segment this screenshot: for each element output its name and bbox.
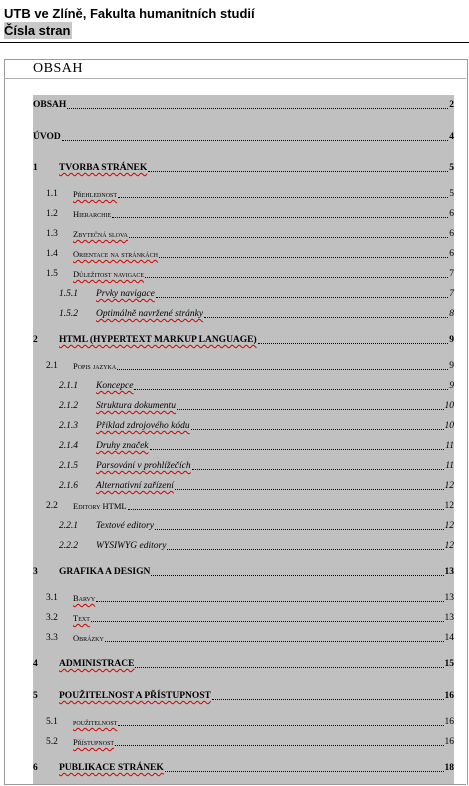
toc-entry-page: 7: [449, 289, 454, 299]
toc-entry-page: 5: [449, 189, 454, 199]
toc-leader-dots: [151, 575, 443, 576]
toc-entry-number: 2.1.2: [59, 401, 78, 411]
toc-entry-number: 1.2: [46, 209, 58, 219]
toc-leader-dots: [105, 641, 444, 642]
header-separator: [0, 42, 469, 43]
toc-entry-page: 11: [445, 441, 454, 451]
toc-entry-title: Hierarchie: [73, 209, 112, 219]
toc-entry-number: 2.2: [46, 501, 58, 511]
toc-entry[interactable]: [33, 330, 454, 346]
toc-leader-dots: [258, 343, 449, 344]
toc-leader-dots: [156, 297, 448, 298]
toc-entry-number: 2.1.4: [59, 441, 78, 451]
toc-entry[interactable]: [33, 608, 454, 624]
toc-entry-number: 1.1: [46, 189, 58, 199]
toc-entry-title: ADMINISTRACE: [59, 659, 135, 669]
toc-entry-page: 7: [449, 269, 454, 279]
toc-entry-number: 6: [33, 763, 38, 773]
toc-entry-title: použitelnost: [73, 717, 118, 727]
toc-leader-dots: [145, 277, 448, 278]
toc-leader-dots: [150, 449, 445, 450]
toc-entry[interactable]: [33, 184, 454, 200]
toc-entry-number: 2.1.5: [59, 461, 78, 471]
toc-leader-dots: [204, 317, 448, 318]
toc-entry-page: 8: [449, 309, 454, 319]
toc-entry-page: 12: [444, 481, 454, 491]
toc-entry-page: 16: [444, 737, 454, 747]
toc-leader-dots: [159, 257, 448, 258]
toc-entry-title: TVORBA STRÁNEK: [59, 163, 148, 173]
toc-leader-dots: [177, 409, 444, 410]
toc-leader-dots: [192, 469, 445, 470]
toc-entry-number: 1.5.2: [59, 309, 78, 319]
toc-entry-title: PUBLIKACE STRÁNEK: [59, 763, 164, 773]
toc-entry-page: 12: [444, 541, 454, 551]
toc-entry-number: 4: [33, 659, 38, 669]
toc-leader-dots: [191, 429, 444, 430]
toc-entry-title: Alternativní zařízení: [96, 481, 174, 491]
toc-entry[interactable]: [33, 476, 454, 492]
toc-entry-number: 3.3: [46, 633, 58, 643]
toc-entry[interactable]: [33, 244, 454, 260]
toc-entry-page: 18: [444, 763, 454, 773]
toc-entry-number: 2.1: [46, 361, 58, 371]
toc-entry-page: 2: [449, 100, 454, 110]
toc-entry[interactable]: [33, 376, 454, 392]
toc-entry-number: 2.2.2: [59, 541, 78, 551]
toc-leader-dots: [118, 197, 448, 198]
toc-entry-title: Obrázky: [73, 633, 104, 643]
toc-entry[interactable]: [33, 516, 454, 532]
toc-entry-page: 6: [449, 249, 454, 259]
toc-entry-title: Struktura dokumentu: [96, 401, 176, 411]
toc-entry[interactable]: [33, 456, 454, 472]
toc-entry[interactable]: [33, 416, 454, 432]
toc-leader-dots: [165, 771, 444, 772]
toc-entry-number: 3.2: [46, 613, 58, 623]
toc-entry-page: 13: [444, 567, 454, 577]
toc-entry-number: 2: [33, 335, 38, 345]
toc-entry-page: 16: [444, 691, 454, 701]
document-header: [4, 5, 465, 40]
toc-entry[interactable]: [33, 588, 454, 604]
toc-entry-title: Přehlednost: [73, 189, 118, 199]
toc-entry-number: 2.1.1: [59, 381, 78, 391]
toc-entry-page: 16: [444, 717, 454, 727]
toc-entry[interactable]: [33, 396, 454, 412]
toc-entry-title: Prvky navigace: [96, 289, 155, 299]
header-selected-text[interactable]: Čísla stran: [4, 23, 71, 38]
toc-entry-page: 5: [449, 163, 454, 173]
toc-leader-dots: [115, 745, 443, 746]
toc-entry[interactable]: [33, 204, 454, 220]
toc-entry-title: Koncepce: [96, 381, 134, 391]
toc-leader-dots: [155, 529, 444, 530]
toc-entry-title: Přístupnost: [73, 737, 115, 747]
toc-entry-title: Editory HTML: [73, 501, 127, 511]
toc-leader-dots: [91, 621, 444, 622]
toc-entry-page: 6: [449, 229, 454, 239]
toc-entry[interactable]: [33, 732, 454, 748]
toc-entry-title: POUŽITELNOST A PŘÍSTUPNOST: [59, 691, 211, 701]
toc-entry-page: 13: [444, 593, 454, 603]
toc-entry-number: 5: [33, 691, 38, 701]
toc-entry-page: 13: [444, 613, 454, 623]
toc-entry[interactable]: [33, 628, 454, 644]
toc-entry[interactable]: [33, 304, 454, 320]
toc-entry-title: Textové editory: [96, 521, 154, 531]
toc-entry-page: 9: [449, 381, 454, 391]
page-title-separator: [4, 78, 466, 79]
toc-leader-dots: [135, 667, 443, 668]
toc-entry-title: Zbytečná slova: [73, 229, 128, 239]
toc-entry-number: 1.5: [46, 269, 58, 279]
toc-entry-title: ÚVOD: [33, 132, 61, 142]
toc-entry-title: Orientace na stránkách: [73, 249, 158, 259]
toc-leader-dots: [62, 140, 448, 141]
toc-entry-page: 10: [444, 401, 454, 411]
toc-leader-dots: [118, 725, 443, 726]
toc-entry-title: Optimálně navržené stránky: [96, 309, 204, 319]
toc-entry-page: 11: [445, 461, 454, 471]
toc-entry-page: 12: [444, 521, 454, 531]
toc-entry-number: 3.1: [46, 593, 58, 603]
toc-entry-title: Příklad zdrojového kódu: [96, 421, 190, 431]
toc-entry-title: OBSAH: [33, 100, 67, 110]
toc-entry-title: Parsování v prohlížečích: [96, 461, 191, 471]
toc-entry[interactable]: [33, 264, 454, 280]
toc-leader-dots: [134, 389, 448, 390]
toc-entry-number: 2.2.1: [59, 521, 78, 531]
toc-entry-page: 10: [444, 421, 454, 431]
toc-leader-dots: [148, 171, 448, 172]
page-bottom-edge: [4, 784, 466, 785]
toc-entry-title: GRAFIKA A DESIGN: [59, 567, 151, 577]
toc-entry-title: Popis jazyka: [73, 361, 117, 371]
toc-leader-dots: [129, 237, 448, 238]
toc-entry-title: Text: [73, 613, 90, 623]
toc-entry[interactable]: [33, 496, 454, 512]
toc-entry-number: 2.1.6: [59, 481, 78, 491]
toc-entry-page: 6: [449, 209, 454, 219]
toc-entry-title: Barvy: [73, 593, 96, 603]
toc-entry[interactable]: [33, 562, 454, 578]
toc-entry-title: Druhy značek: [96, 441, 149, 451]
toc-leader-dots: [112, 217, 448, 218]
toc-entry-title: HTML (HYPERTEXT MARKUP LANGUAGE): [59, 335, 257, 345]
toc-entry-page: 12: [444, 501, 454, 511]
toc-entry[interactable]: [33, 686, 454, 702]
toc-leader-dots: [212, 699, 444, 700]
toc-entry-page: 14: [444, 633, 454, 643]
toc-leader-dots: [96, 601, 443, 602]
header-faculty-text: UTB ve Zlíně, Fakulta humanitních studií: [4, 6, 255, 21]
toc-leader-dots: [117, 369, 448, 370]
toc-leader-dots: [167, 549, 443, 550]
toc-entry-number: 1.5.1: [59, 289, 78, 299]
toc-leader-dots: [175, 489, 444, 490]
toc-leader-dots: [128, 509, 444, 510]
toc-entry-number: 1.3: [46, 229, 58, 239]
page-title: OBSAH: [33, 61, 83, 76]
toc-entry-page: 9: [449, 335, 454, 345]
toc-entry[interactable]: [33, 758, 454, 774]
toc-entry-number: 2.1.3: [59, 421, 78, 431]
toc-entry[interactable]: [33, 127, 454, 143]
toc-entry-title: Důležitost navigace: [73, 269, 145, 279]
toc-entry[interactable]: [33, 284, 454, 300]
toc-entry[interactable]: [33, 95, 454, 111]
toc-entry-number: 5.1: [46, 717, 58, 727]
toc-entry-page: 4: [449, 132, 454, 142]
toc-entry[interactable]: [33, 654, 454, 670]
toc-entry-page: 9: [449, 361, 454, 371]
toc-entry[interactable]: [33, 536, 454, 552]
toc-entry[interactable]: [33, 224, 454, 240]
toc-entry[interactable]: [33, 158, 454, 174]
toc-entry[interactable]: [33, 436, 454, 452]
toc-entry-title: WYSIWYG editory: [96, 541, 167, 551]
toc-leader-dots: [67, 108, 448, 109]
toc-entry-number: 1: [33, 163, 38, 173]
toc-entry[interactable]: [33, 712, 454, 728]
toc-entry-page: 15: [444, 659, 454, 669]
toc-entry-number: 1.4: [46, 249, 58, 259]
table-of-contents[interactable]: [33, 95, 454, 784]
toc-entry[interactable]: [33, 356, 454, 372]
toc-entry-number: 5.2: [46, 737, 58, 747]
toc-entry-number: 3: [33, 567, 38, 577]
